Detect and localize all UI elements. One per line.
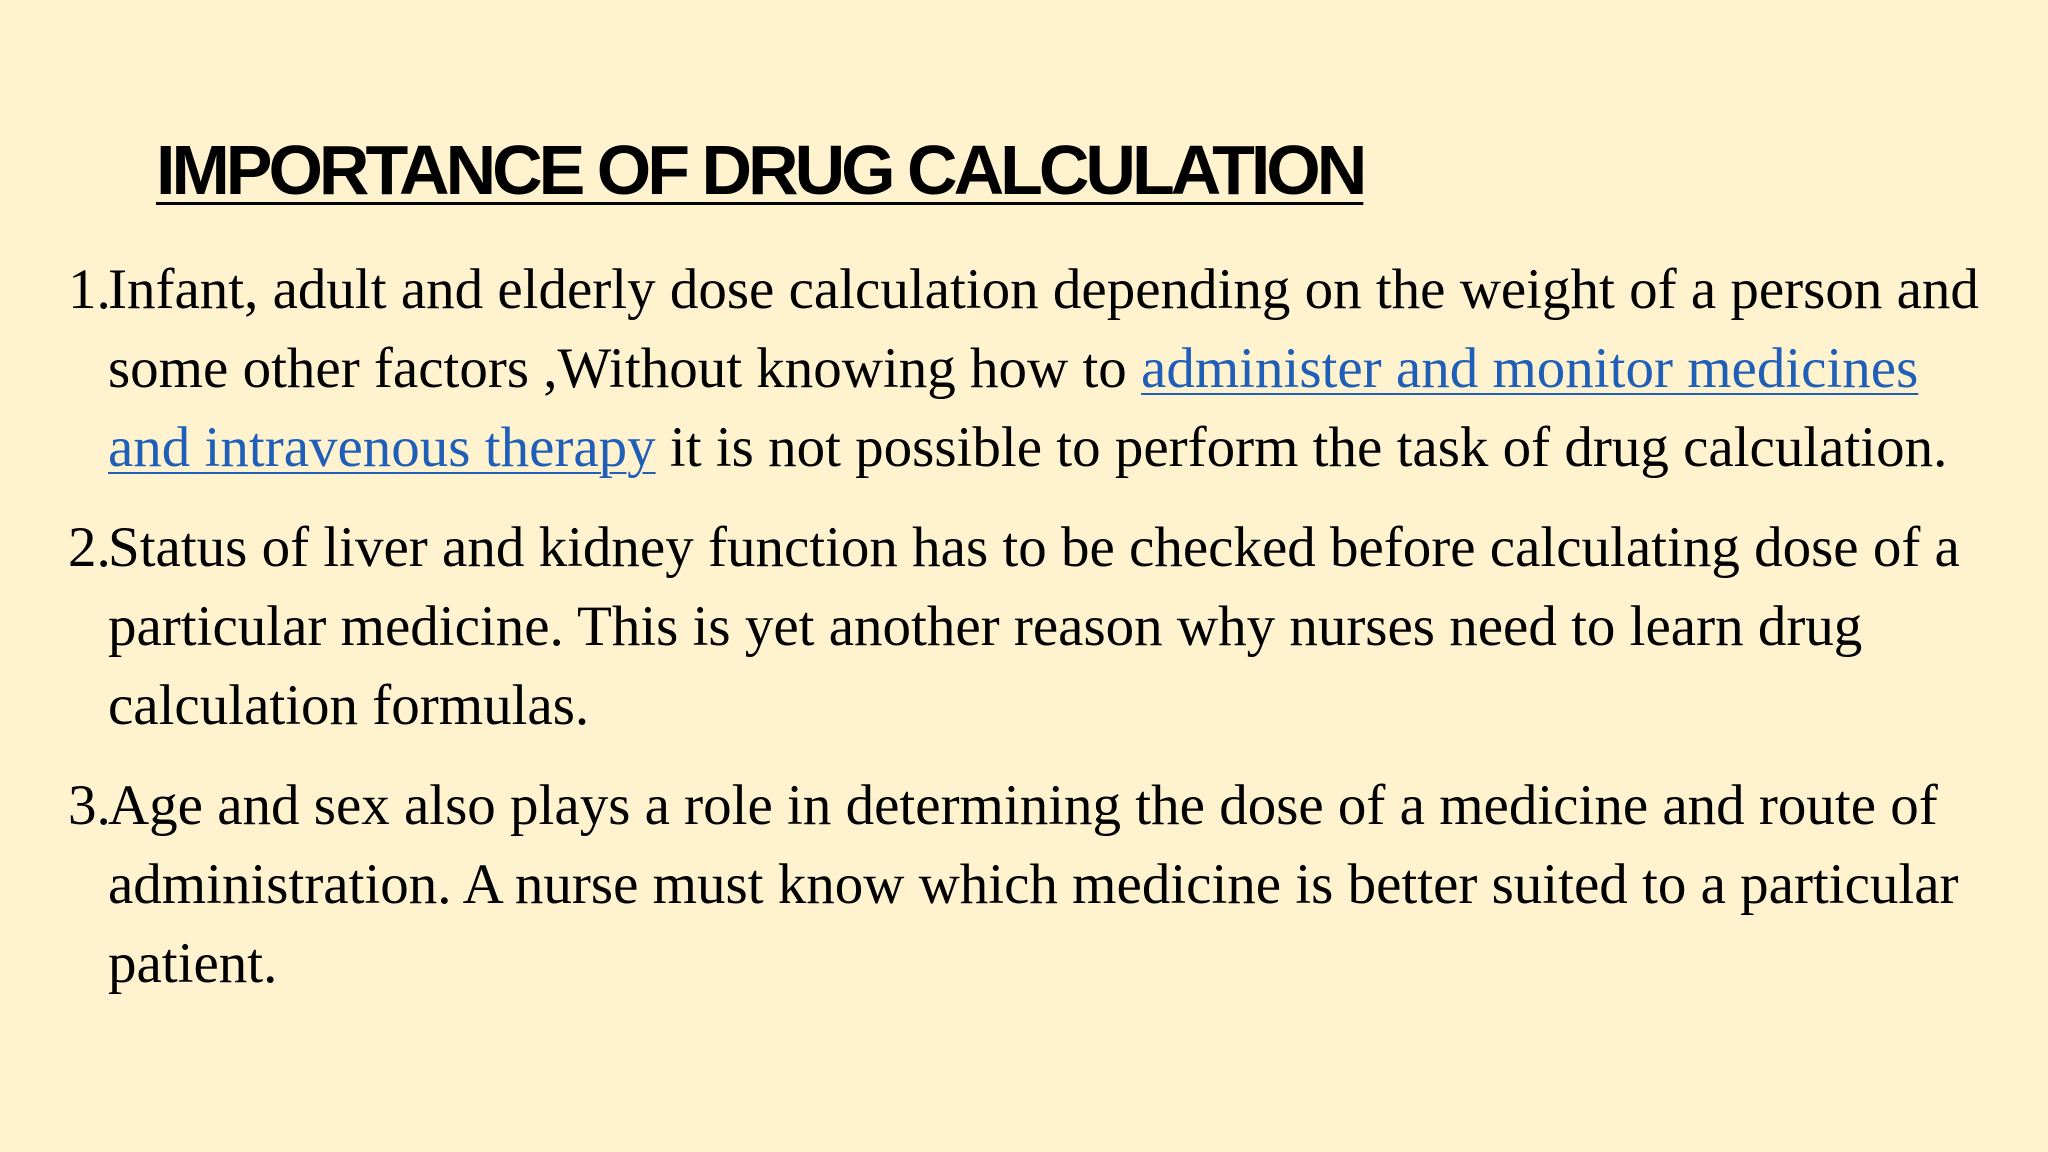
list-item-2 bbox=[0, 508, 2000, 745]
point-list bbox=[0, 250, 2000, 1003]
therapy-link[interactable]: administer and monitor medicines and intravenous therapy bbox=[108, 337, 1919, 479]
item-number: 3. bbox=[68, 774, 111, 837]
item-text: Age and sex also plays a role in determining the dose of a medicine and route of administration. A nurse must know which medicine is better suited to a particular patient. bbox=[108, 774, 1959, 995]
list-item-3 bbox=[0, 766, 2000, 1003]
list-item-1 bbox=[0, 250, 2000, 487]
slide-title: IMPORTANCE OF DRUG CALCULATION bbox=[156, 131, 1364, 209]
item-text: Infant, adult and elderly dose calculation depending on the weight of a person and some other factors ,Without knowing how to bbox=[108, 258, 1979, 400]
item-text: Status of liver and kidney function has to be checked before calculating dose of a particular medicine. This is yet another reason why nurses need to learn drug calculation formulas. bbox=[108, 516, 1960, 737]
item-number: 2. bbox=[68, 516, 111, 579]
item-text: it is not possible to perform the task of drug calculation. bbox=[655, 416, 1948, 479]
item-number: 1. bbox=[68, 258, 111, 321]
